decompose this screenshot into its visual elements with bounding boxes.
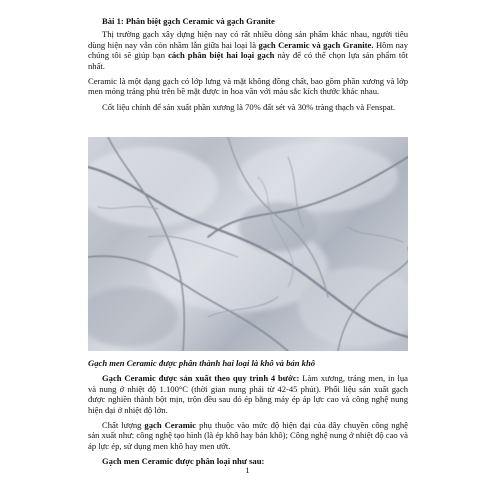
intro-block — [88, 16, 408, 117]
paragraph-4 — [88, 373, 408, 415]
paragraph-2: Ceramic là một dạng gạch có lớp lưng và mặt không đồng chất, bao gồm phần xương và lớp men mỏng tráng phủ trên bề mặt được in hoa văn với màu sắc kích thước khác nhau. — [88, 76, 408, 97]
p4-text-b: Làm xương, tráng men, in lụa và nung ở nhiệt độ 1.100°C (thời gian nung phải từ 42-45 phút). Phối liệu sản xuất gạch được nghiền thành bột mịn, trộn đều sau đó ép bằng máy ép áp lực cao và công nghệ nung hiện đại ở nhiệt độ lớn. — [88, 373, 408, 415]
paragraph-6: Gạch men Ceramic được phân loại như sau: — [102, 456, 265, 467]
marble-veins — [88, 137, 408, 351]
p1-text-a: Thị trường gạch xây dựng hiện nay có rất nhiều dòng sản phẩm khác nhau, người tiêu dùng hiện nay vẫn còn nhầm lẫn giữa hai loại là — [88, 29, 408, 50]
marble-tile-image — [88, 137, 408, 351]
p5-text-c: phụ thuộc vào mức độ hiện đại của dây chuyền công nghệ sản xuất như: công nghệ tạo hình (là ép khô hay bán khô); Công nghệ nung ở nhiệt độ cao và áp lực ép, sử dụng men khô hay men ướt. — [88, 420, 408, 451]
p1-text-c: Hôm nay chúng tôi sẽ giúp bạn — [88, 39, 408, 61]
section-heading: Gạch men Ceramic được phân thành hai loại là khô và bán khô — [88, 358, 316, 368]
paragraph-1 — [88, 29, 408, 71]
p1-text-e: này để có thể chọn lựa sản phẩm tốt nhất. — [88, 50, 408, 71]
classification-block — [88, 358, 408, 472]
p4-bold-a: Gạch Ceramic được sản xuất theo quy trình 4 bước: — [102, 373, 300, 384]
paragraph-5 — [88, 420, 408, 451]
page-title: Bài 1: Phân biệt gạch Ceramic và gạch Granite — [102, 16, 275, 26]
p1-bold-d: cách phân biệt hai loại gạch — [168, 50, 275, 61]
p1-bold-b: gạch Ceramic và gạch Granite. — [258, 39, 374, 50]
paragraph-3: Cốt liệu chính để sản xuất phần xương là 70% đất sét và 30% tràng thạch và Fenspat. — [102, 101, 396, 112]
p5-text-a: Chất lượng — [102, 420, 145, 431]
page-number: 1 — [245, 465, 250, 475]
p5-bold-b: gạch Ceramic — [144, 420, 197, 431]
